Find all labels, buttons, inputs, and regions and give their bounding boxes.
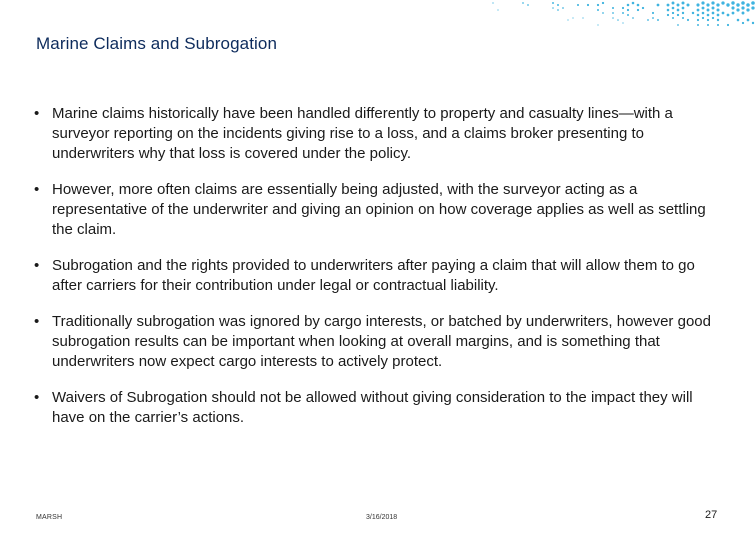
bullet-item	[34, 180, 724, 240]
bullet-text: Traditionally subrogation was ignored by cargo interests, or batched by underwriters, however good subrogation results can be important when looking at overall margins, and is something that underwriters now expect cargo interests to actively protect.	[52, 313, 711, 370]
slide-title: Marine Claims and Subrogation	[36, 34, 278, 53]
decorative-dot	[672, 7, 675, 10]
decorative-dot	[712, 12, 715, 15]
decorative-dot	[751, 1, 755, 5]
decorative-dot	[692, 12, 694, 14]
decorative-dot	[677, 4, 680, 7]
decorative-dot	[711, 1, 714, 4]
decorative-dot	[597, 9, 599, 11]
decorative-dot	[746, 3, 750, 7]
bullet-dot: •	[34, 389, 40, 406]
decorative-dot	[727, 24, 729, 26]
bullet-list	[34, 104, 724, 444]
decorative-dot	[667, 9, 670, 12]
decorative-dot	[682, 2, 685, 5]
decorative-dot	[617, 19, 619, 21]
decorative-dot	[597, 24, 598, 25]
decorative-dot	[721, 1, 724, 4]
decorative-dot	[622, 12, 624, 14]
decorative-dot	[602, 2, 604, 4]
decorative-dot	[612, 7, 614, 9]
decorative-dot	[696, 3, 699, 6]
decorative-dot	[717, 9, 720, 12]
decorative-dot	[632, 17, 634, 19]
decorative-dot	[552, 2, 554, 4]
decorative-dot	[597, 4, 599, 6]
decorative-dot	[582, 17, 583, 18]
decorative-dot	[682, 7, 685, 10]
bullet-dot: •	[34, 313, 40, 330]
decorative-dot	[686, 3, 689, 6]
decorative-dot	[751, 6, 754, 9]
decorative-dot	[737, 19, 740, 22]
decorative-dot	[717, 14, 720, 17]
decorative-dot	[732, 12, 735, 15]
decorative-dot	[752, 22, 754, 24]
decorative-dot	[697, 24, 699, 26]
decorative-dot	[716, 3, 719, 6]
decorative-dot	[587, 4, 589, 6]
decorative-dot	[632, 2, 635, 5]
decorative-dot	[742, 22, 744, 24]
bullet-text: Waivers of Subrogation should not be allowed without giving consideration to the impact they will have on the carrier’s actions.	[52, 389, 693, 426]
decorative-dot	[677, 14, 679, 16]
decorative-dot	[682, 17, 684, 19]
decorative-dot	[722, 12, 725, 15]
decorative-dot	[497, 9, 498, 10]
decorative-dot	[687, 19, 689, 21]
bullet-dot: •	[34, 181, 40, 198]
decorative-dot	[657, 19, 659, 21]
decorative-dot	[577, 4, 579, 6]
decorative-dot	[701, 1, 704, 4]
bullet-item	[34, 256, 724, 296]
decorative-dot	[741, 1, 745, 5]
decorative-dot	[622, 7, 624, 9]
decorative-dot	[727, 14, 730, 17]
decorative-dot	[736, 3, 739, 6]
decorative-dot	[697, 9, 700, 12]
decorative-dot	[717, 19, 719, 21]
decorative-dot	[557, 9, 559, 11]
decorative-dot	[702, 7, 705, 10]
bullet-item	[34, 388, 724, 428]
decorative-dot	[682, 12, 684, 14]
decorative-dot	[677, 9, 680, 12]
decorative-dot	[612, 12, 614, 14]
bullet-dot: •	[34, 257, 40, 274]
decorative-dot	[657, 4, 660, 7]
bullet-item	[34, 104, 724, 164]
decorative-dot	[712, 7, 715, 10]
decorative-dot	[637, 9, 639, 11]
decorative-dot	[672, 2, 675, 5]
decorative-dot	[736, 8, 739, 11]
decorative-dot	[552, 7, 554, 9]
footer-date: 3/16/2018	[366, 514, 398, 521]
bullet-item	[34, 312, 724, 372]
decorative-dot	[717, 24, 719, 26]
decorative-dot	[726, 3, 729, 6]
decorative-dot	[697, 19, 699, 21]
decorative-dot	[707, 9, 710, 12]
decorative-dot	[567, 19, 568, 20]
decorative-dot	[741, 6, 744, 9]
decorative-dot	[672, 12, 674, 14]
decorative-dot	[627, 4, 630, 7]
decorative-dot	[707, 19, 709, 21]
decorative-dot	[677, 24, 679, 26]
decorative-dot	[731, 1, 734, 4]
decorative-dot	[652, 17, 654, 19]
decorative-dot	[672, 17, 674, 19]
decorative-dot	[667, 4, 670, 7]
decorative-dot-pattern	[0, 0, 756, 30]
bullet-text: Subrogation and the rights provided to underwriters after paying a claim that will allow them to go after carriers for their contribution under legal or contractual liability.	[52, 257, 695, 294]
footer-brand: MARSH	[36, 514, 63, 521]
decorative-dot	[527, 4, 529, 6]
decorative-dot	[712, 17, 714, 19]
decorative-dot	[562, 7, 564, 9]
decorative-dot	[731, 6, 734, 9]
decorative-dot	[652, 12, 654, 14]
decorative-dot	[706, 3, 709, 6]
decorative-dot	[622, 22, 623, 23]
decorative-dot	[637, 4, 640, 7]
decorative-dot	[602, 12, 604, 14]
bullet-text: However, more often claims are essentially being adjusted, with the surveyor acting as a representative of the underwriter and giving an opinion on how coverage applies as well as settling the claim.	[52, 181, 706, 238]
decorative-dot	[697, 14, 700, 17]
decorative-dot	[642, 7, 644, 9]
decorative-dot	[667, 14, 669, 16]
bullet-text: Marine claims historically have been handled differently to property and casualty lines—with a surveyor reporting on the incidents giving rise to a loss, and a claims broker presenting to underwriters why that loss is covered under the policy.	[52, 105, 673, 162]
decorative-dot	[702, 12, 705, 15]
decorative-dot	[742, 12, 745, 15]
decorative-dot	[707, 14, 710, 17]
decorative-dot	[647, 19, 649, 21]
decorative-dot	[702, 17, 704, 19]
decorative-dot	[627, 9, 629, 11]
decorative-dot	[557, 4, 559, 6]
decorative-dot	[707, 24, 709, 26]
decorative-dot	[522, 2, 524, 4]
decorative-dot	[747, 19, 750, 22]
decorative-dot	[492, 2, 493, 3]
bullet-dot: •	[34, 105, 40, 122]
decorative-dot	[627, 14, 629, 16]
decorative-dot	[746, 8, 749, 11]
decorative-dot	[572, 17, 573, 18]
page-number: 27	[705, 509, 718, 521]
decorative-dot	[612, 17, 614, 19]
